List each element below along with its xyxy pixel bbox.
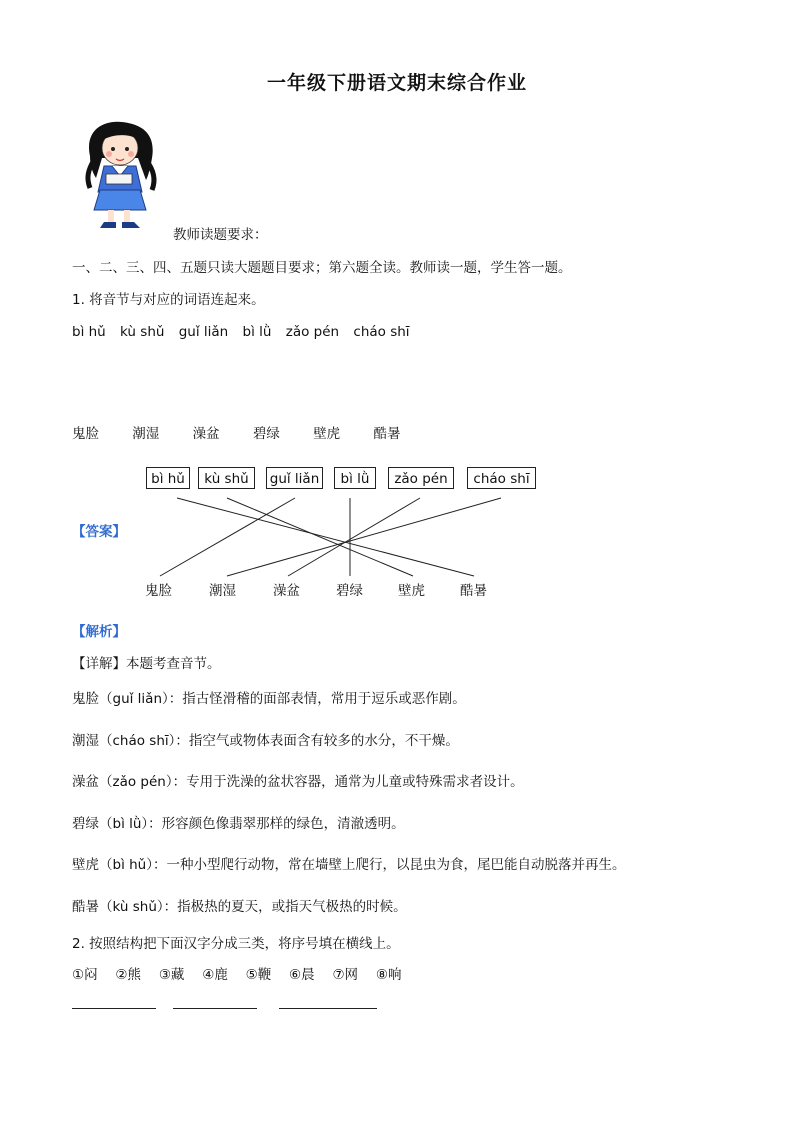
instructions: 一、二、三、四、五题只读大题题目要求；第六题全读。教师读一题，学生答一题。 [72, 260, 572, 276]
character-item: ②熊 [115, 967, 142, 983]
answer-blank-1[interactable] [72, 1008, 156, 1009]
answer-pinyin-box: cháo shī [467, 467, 536, 489]
answer-word: 澡盆 [273, 583, 300, 599]
analysis-entry: 壁虎（bì hǔ）：一种小型爬行动物，常在墙壁上爬行，以昆虫为食，尾巴能自动脱落并再生。 [72, 857, 626, 873]
answer-pinyin-box: zǎo pén [388, 467, 454, 489]
word-item: 潮湿 [132, 426, 160, 442]
word-item: 碧绿 [252, 426, 280, 442]
analysis-entry: 碧绿（bì lǜ）：形容颜色像翡翠那样的绿色，清澈透明。 [72, 816, 405, 832]
analysis-label: 【解析】 [72, 624, 126, 640]
match-line [160, 498, 295, 576]
question-2-prompt: 2. 按照结构把下面汉字分成三类，将序号填在横线上。 [72, 936, 400, 952]
character-item: ⑧响 [375, 967, 402, 983]
analysis-entry: 鬼脸（guǐ liǎn）：指古怪滑稽的面部表情，常用于逗乐或恶作剧。 [72, 691, 466, 707]
word-item: 壁虎 [313, 426, 341, 442]
detail-text: 本题考查音节。 [126, 656, 221, 672]
answer-label: 【答案】 [72, 524, 126, 540]
pinyin-item: bì lǜ [242, 324, 272, 340]
answer-blank-2[interactable] [173, 1008, 257, 1009]
answer-word: 鬼脸 [145, 583, 172, 599]
pinyin-item: bì hǔ [72, 324, 106, 340]
question-1-prompt: 1. 将音节与对应的词语连起来。 [72, 292, 265, 308]
character-item: ⑥晨 [289, 967, 315, 983]
detail-line [72, 652, 221, 672]
pinyin-item: cháo shī [353, 324, 410, 340]
page-title: 一年级下册语文期末综合作业 [266, 72, 527, 94]
character-item: ①闷 [72, 967, 98, 983]
character-item: ③藏 [158, 967, 185, 983]
word-item: 鬼脸 [72, 426, 99, 442]
answer-word: 碧绿 [336, 583, 363, 599]
match-line [177, 498, 474, 576]
pinyin-item: zǎo pén [285, 324, 340, 340]
word-item: 酷暑 [373, 426, 401, 442]
match-line [227, 498, 413, 576]
analysis-entry: 酷暑（kù shǔ）：指极热的夏天，或指天气极热的时候。 [72, 899, 407, 915]
answer-pinyin-box: bì hǔ [146, 467, 190, 489]
character-item: ⑤鞭 [245, 967, 272, 983]
answer-pinyin-box: bì lǜ [334, 467, 376, 489]
character-item: ④鹿 [202, 967, 228, 983]
match-line [288, 498, 420, 576]
pinyin-item: guǐ liǎn [178, 324, 229, 340]
character-item: ⑦网 [332, 967, 359, 983]
match-line [227, 498, 501, 576]
answer-word: 壁虎 [398, 583, 425, 599]
analysis-entry: 潮湿（cháo shī）：指空气或物体表面含有较多的水分，不干燥。 [72, 733, 459, 749]
teacher-requirement: 教师读题要求： [173, 227, 268, 243]
character-list [72, 963, 401, 983]
word-item: 澡盆 [192, 426, 220, 442]
analysis-entry: 澡盆（zǎo pén）：专用于洗澡的盆状容器，通常为儿童或特殊需求者设计。 [72, 774, 524, 790]
answer-pinyin-box: guǐ liǎn [266, 467, 323, 489]
answer-word: 酷暑 [460, 583, 487, 599]
detail-label: 【详解】 [72, 656, 126, 672]
pinyin-item: kù shǔ [120, 324, 165, 340]
answer-pinyin-box: kù shǔ [198, 467, 255, 489]
answer-word: 潮湿 [209, 583, 236, 599]
answer-blank-3[interactable] [279, 1008, 377, 1009]
